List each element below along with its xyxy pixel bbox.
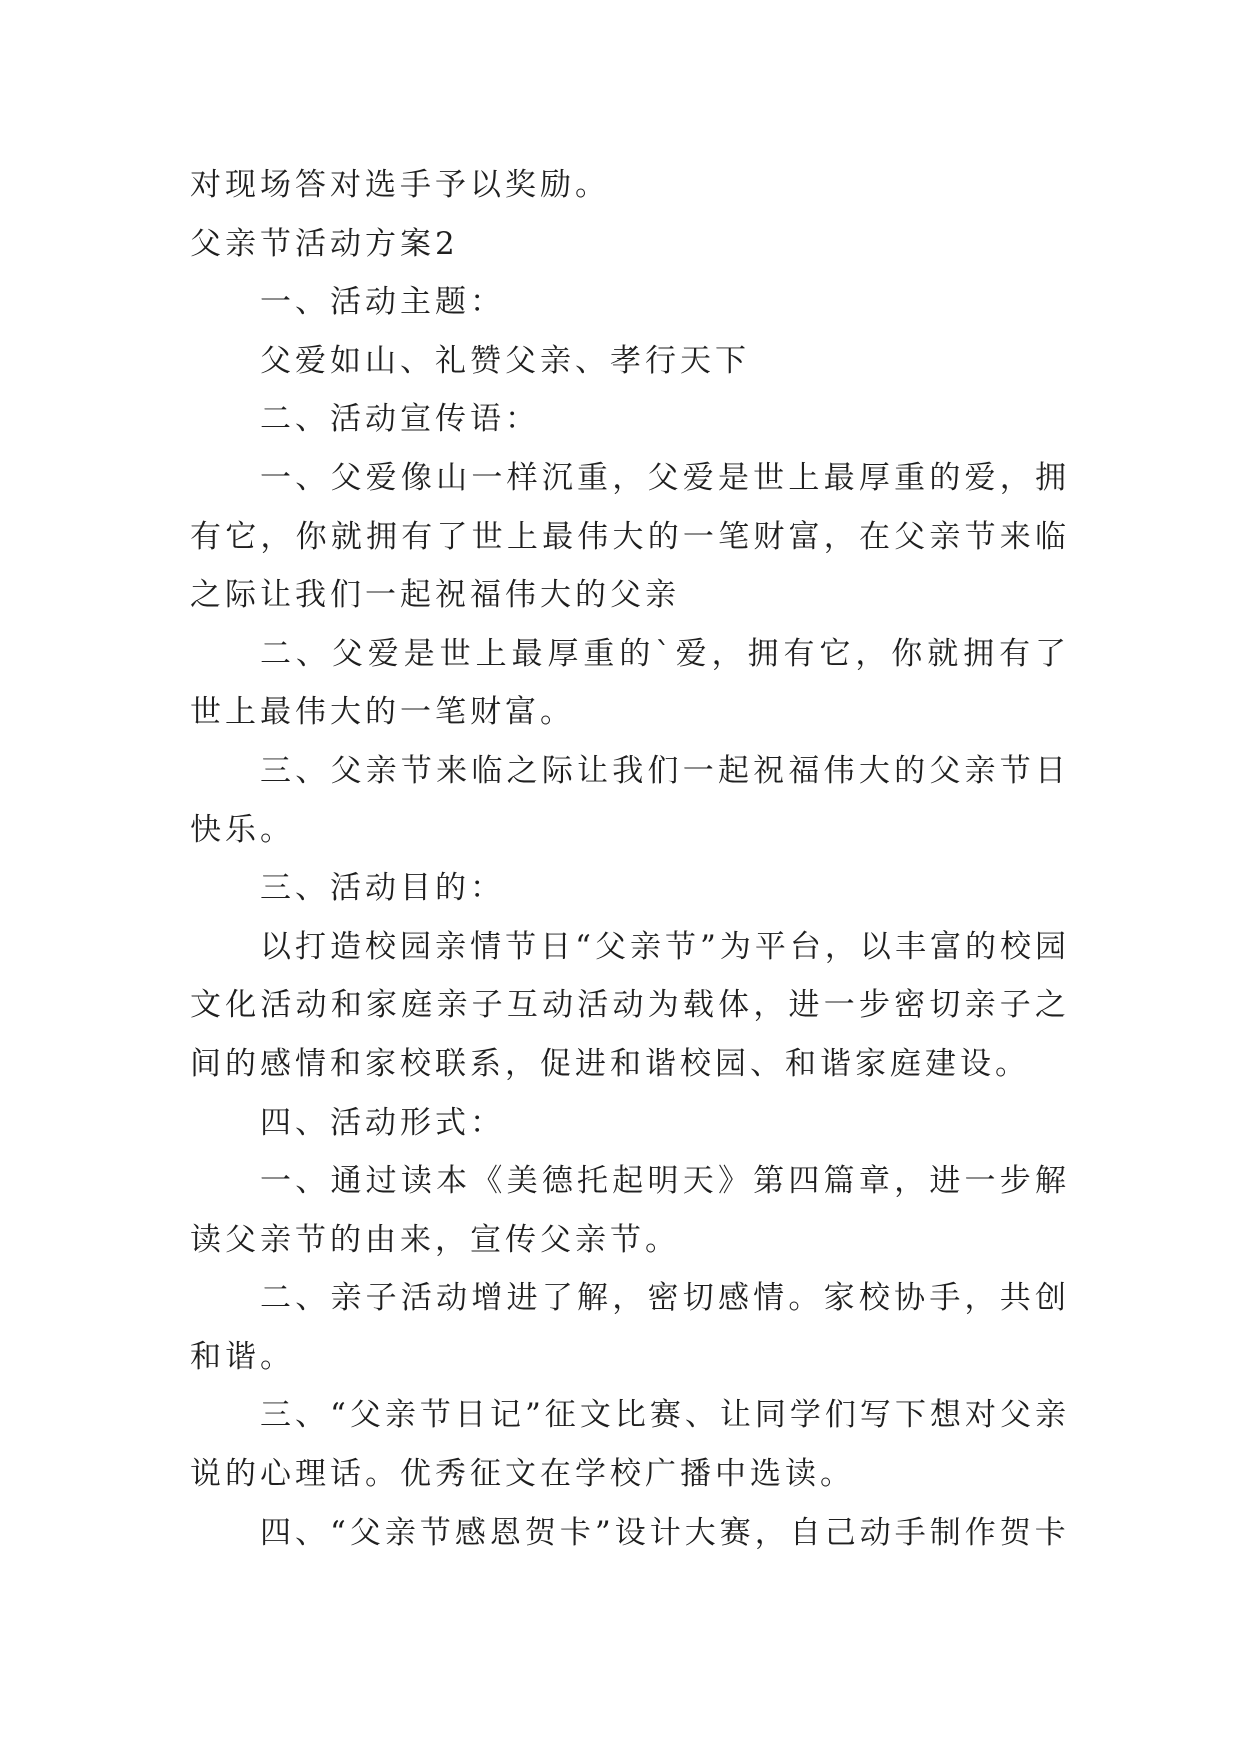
paragraph-slogan-2: 二、父爱是世上最厚重的`爱，拥有它，你就拥有了世上最伟大的一笔财富。 [190, 635, 1070, 731]
paragraph-format-2: 二、亲子活动增进了解，密切感情。家校协手，共创和谐。 [190, 1280, 1070, 1375]
paragraph-format-3: 三、“父亲节日记”征文比赛、让同学们写下想对父亲说的心理话。优秀征文在学校广播中选读。 [190, 1397, 1070, 1493]
paragraph-theme: 父爱如山、礼赞父亲、孝行天下 [260, 342, 750, 379]
section-title: 父亲节活动方案2 [190, 225, 459, 262]
paragraph-slogan-1: 一、父爱像山一样沉重，父爱是世上最厚重的爱，拥有它，你就拥有了世上最伟大的一笔财富，在父亲节来临之际让我们一起祝福伟大的父亲 [190, 459, 1070, 614]
paragraph-format-1: 一、通过读本《美德托起明天》第四篇章，进一步解读父亲节的由来，宣传父亲节。 [190, 1163, 1070, 1258]
heading-purpose: 三、活动目的： [260, 870, 505, 907]
paragraph-format-4: 四、“父亲节感恩贺卡”设计大赛，自己动手制作贺卡 [260, 1514, 1070, 1551]
heading-slogan: 二、活动宣传语： [260, 401, 540, 438]
heading-theme: 一、活动主题： [260, 284, 505, 321]
paragraph-purpose: 以打造校园亲情节日“父亲节”为平台，以丰富的校园文化活动和家庭亲子互动活动为载体，进一步密切亲子之间的感情和家校联系，促进和谐校园、和谐家庭建设。 [190, 928, 1070, 1082]
paragraph-1: 对现场答对选手予以奖励。 [190, 167, 610, 203]
paragraph-slogan-3: 三、父亲节来临之际让我们一起祝福伟大的父亲节日快乐。 [190, 752, 1070, 848]
document-body [190, 156, 1070, 1562]
heading-format: 四、活动形式： [260, 1104, 505, 1141]
